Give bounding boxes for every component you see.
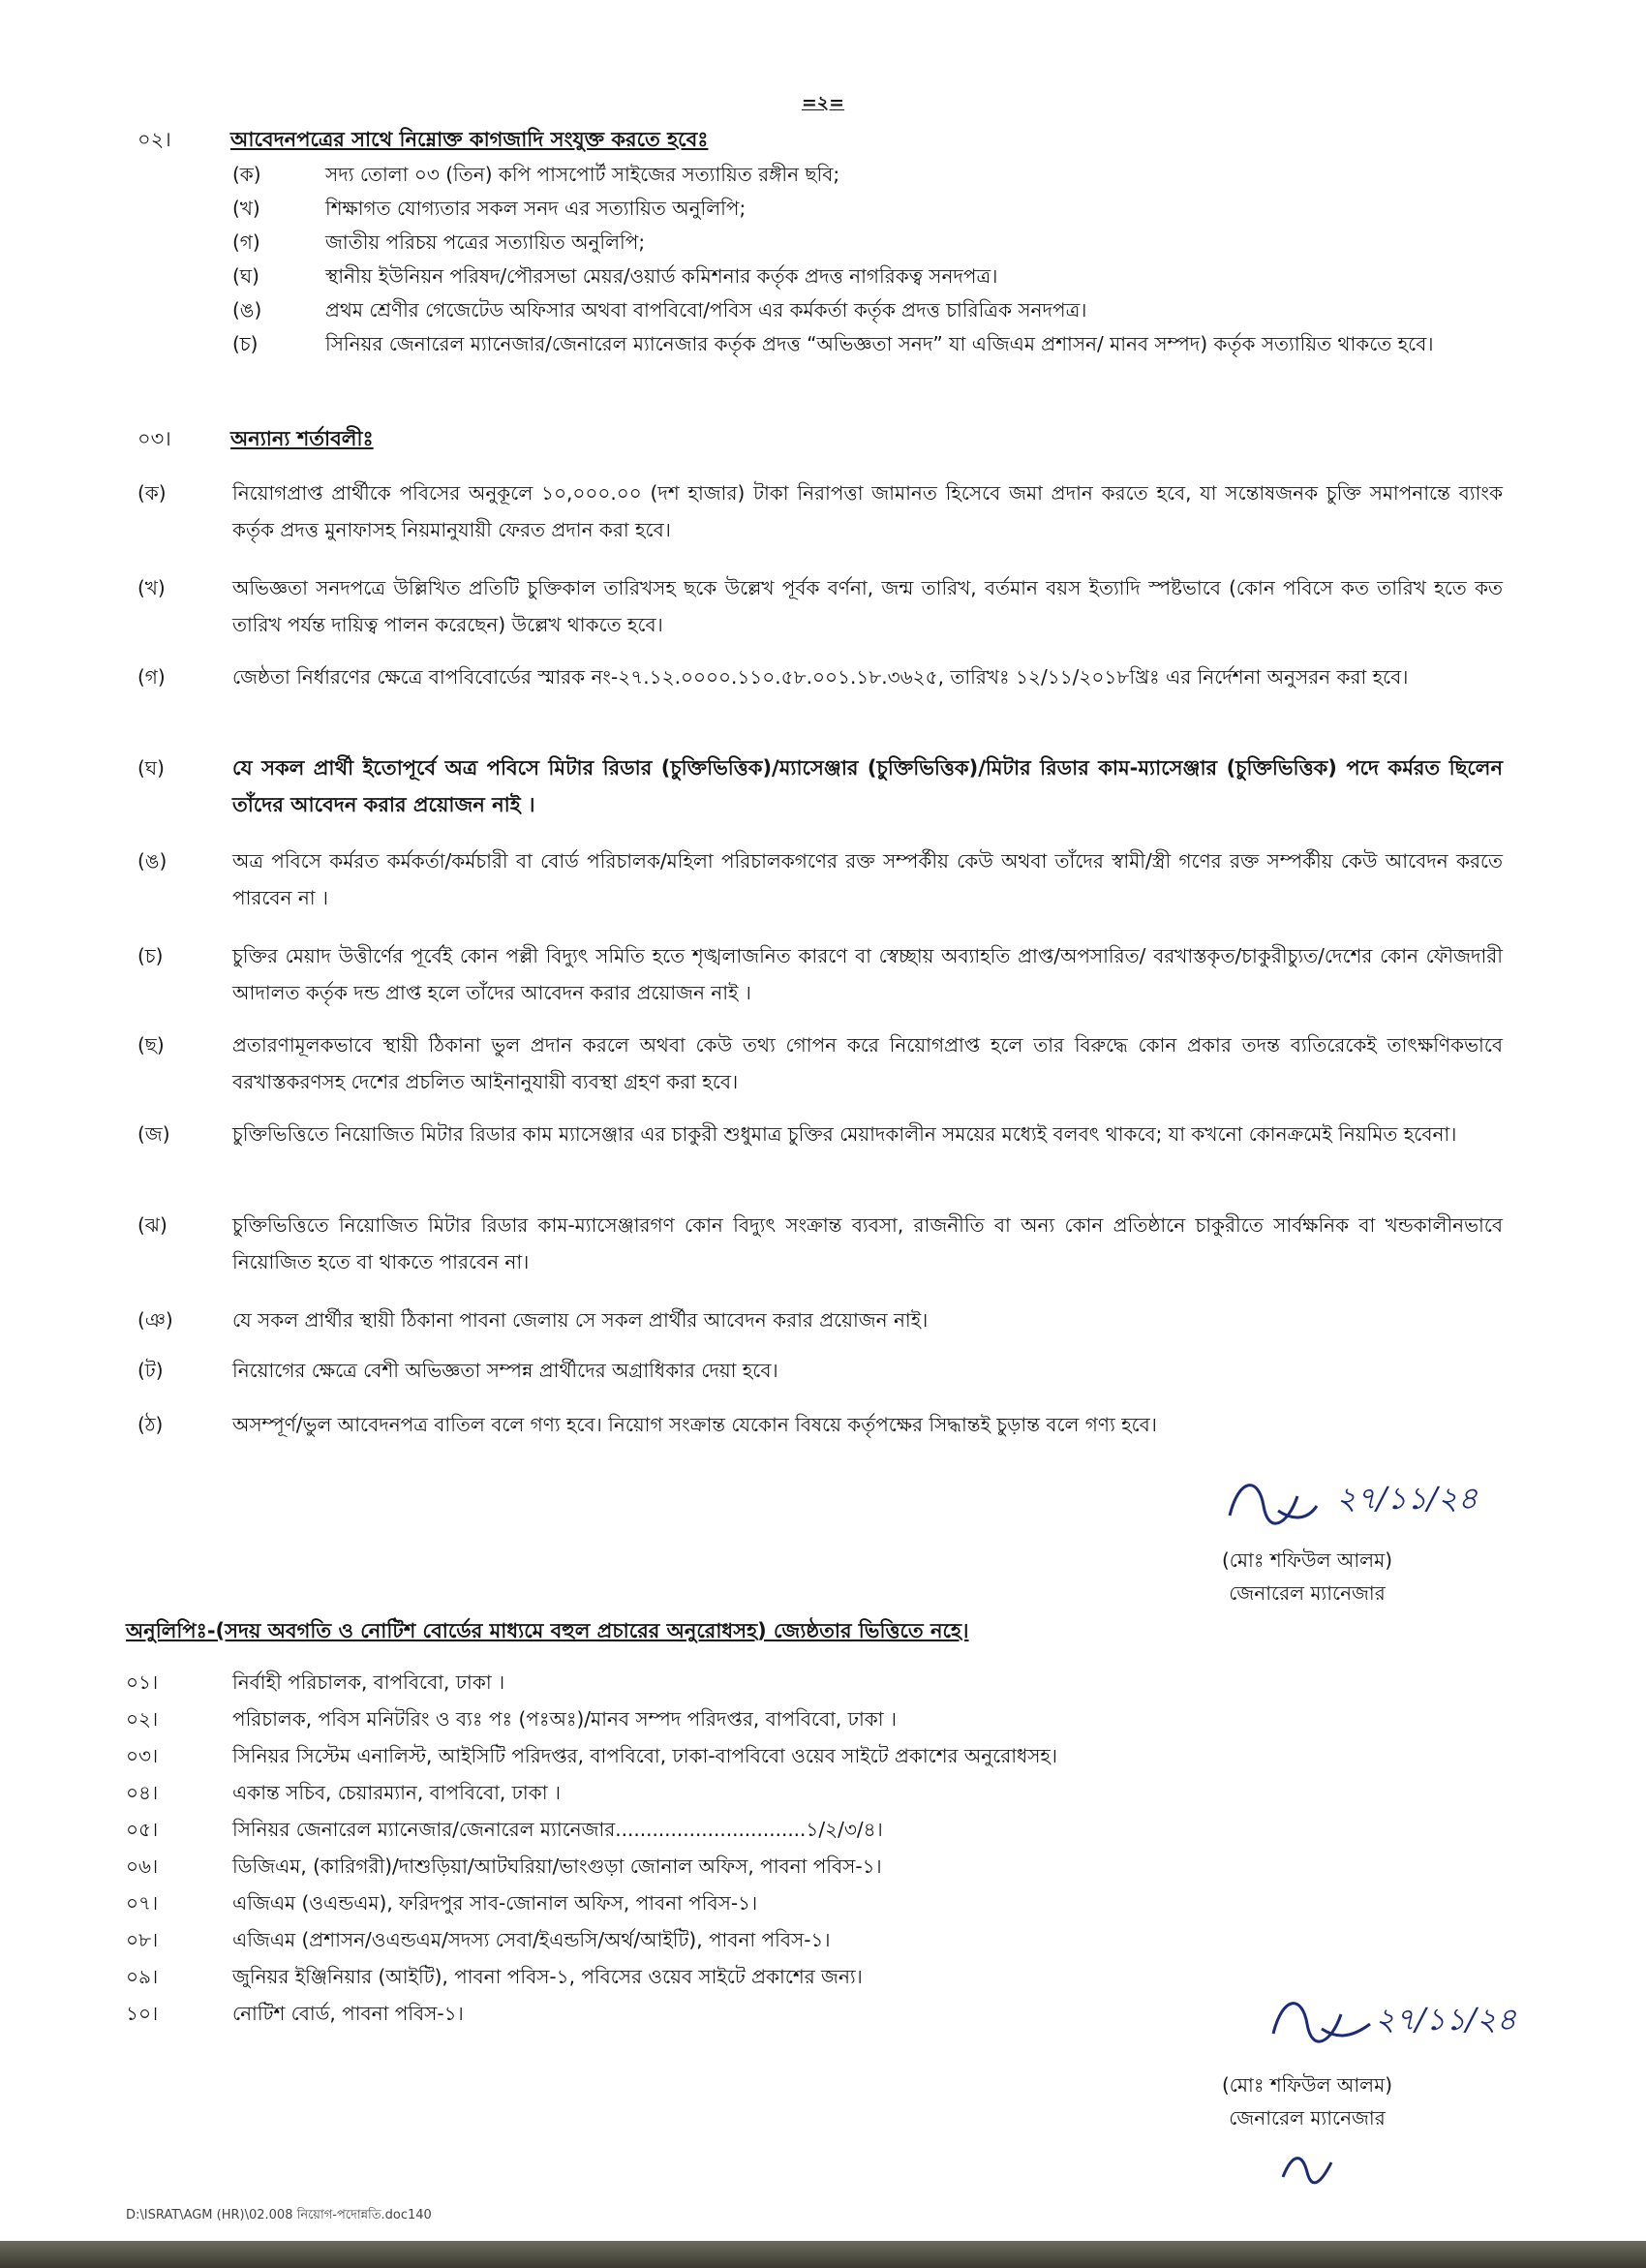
signature-block (1162, 1544, 1452, 1609)
condition-item: (ট) নিয়োগের ক্ষেত্রে বেশী অভিজ্ঞতা সম্পন্ন প্রার্থীদের অগ্রাধিকার দেয়া হবে। (137, 1359, 778, 1382)
attachments-list (232, 158, 1452, 361)
signatory-title: জেনারেল ম্যানেজার (1229, 2106, 1386, 2130)
list-item: (ক) সদ্য তোলা ০৩ (তিন) কপি পাসপোর্ট সাইজের সত্যায়িত রঙ্গীন ছবি; (232, 163, 840, 186)
condition-item: (খ) অভিজ্ঞতা সনদপত্রে উল্লিখিত প্রতিটি চুক্তিকাল তারিখসহ ছকে উল্লেখ পূর্বক বর্ণনা, জন্ম তারিখ, বর্তমান বয়স ইত্যাদি স্পষ্টভাবে (কোন পবিসে কত তারিখ হতে কত তারিখ পর্যন্ত দায়িত্ব পালন করেছেন) উল্লেখ থাকতে হবে। (137, 576, 1503, 636)
list-item: ০৫। সিনিয়র জেনারেল ম্যানেজার/জেনারেল ম্যানেজার...............................১/২/৩/৪। (126, 1817, 883, 1841)
list-item: ০৬। ডিজিএম, (কারিগরী)/দাশুড়িয়া/আটঘরিয়া/ভাংগুড়া জোনাল অফিস, পাবনা পবিস-১। (126, 1854, 882, 1878)
section-3-number: ০৩। (137, 427, 171, 450)
signature-date: ২৭/১১/২৪ (1375, 2001, 1517, 2038)
list-item: (ঘ) স্থানীয় ইউনিয়ন পরিষদ/পৌরসভা মেয়র/ওয়ার্ড কমিশনার কর্তৃক প্রদত্ত নাগরিকত্ব সনদপত্র। (232, 264, 998, 288)
list-item: ০৩। সিনিয়র সিস্টেম এনালিস্ট, আইসিটি পরিদপ্তর, বাপবিবো, ঢাকা-বাপবিবো ওয়েব সাইটে প্রকাশের অনুরোধসহ। (126, 1743, 1058, 1767)
condition-item: (ঝ) চুক্তিভিত্তিতে নিয়োজিত মিটার রিডার কাম-ম্যাসেঞ্জারগণ কোন বিদ্যুৎ সংক্রান্ত ব্যবসা, রাজনীতি বা অন্য কোন প্রতিষ্ঠানে চাকুরীতে সার্বক্ষনিক বা খন্ডকালীনভাবে নিয়োজিত হতে বা থাকতে পারবেন না। (137, 1213, 1503, 1273)
section-3-title: অন্যান্য শর্তাবলীঃ (230, 427, 374, 450)
list-item: ০৮। এজিএম (প্রশাসন/ওএন্ডএম/সদস্য সেবা/ইএন্ডসি/অর্থ/আইটি), পাবনা পবিস-১। (126, 1927, 831, 1951)
cc-list (126, 1666, 1336, 2034)
list-item: (চ) সিনিয়র জেনারেল ম্যানেজার/জেনারেল ম্যানেজার কর্তৃক প্রদত্ত “অভিজ্ঞতা সনদ” যা এজিএম প্রশাসন/ মানব সম্পদ) কর্তৃক সত্যায়িত থাকতে হবে। (232, 332, 1434, 355)
condition-item: (জ) চুক্তিভিত্তিতে নিয়োজিত মিটার রিডার কাম ম্যাসেঞ্জার এর চাকুরী শুধুমাত্র চুক্তির মেয়াদকালীন সময়ের মধ্যেই বলবৎ থাকবে; যা কখনো কোনক্রমেই নিয়মিত হবেনা। (137, 1122, 1457, 1146)
condition-item: (ঞ) যে সকল প্রার্থীর স্থায়ী ঠিকানা পাবনা জেলায় সে সকল প্রার্থীর আবেদন করার প্রয়োজন নাই। (137, 1308, 929, 1332)
page-number: =২= (801, 92, 845, 113)
list-item: ১০। নোটিশ বোর্ড, পাবনা পবিস-১। (126, 2001, 464, 2025)
list-item: ০৯। জুনিয়র ইঞ্জিনিয়ার (আইটি), পাবনা পবিস-১, পবিসের ওয়েব সাইটে প্রকাশের জন্য। (126, 1964, 863, 1988)
condition-item: (ক) নিয়োগপ্রাপ্ত প্রার্থীকে পবিসের অনুকূলে ১০,০০০.০০ (দশ হাজার) টাকা নিরাপত্তা জামানত হিসেবে জমা প্রদান করতে হবে, যা সন্তোষজনক চুক্তি সমাপনান্তে ব্যাংক কর্তৃক প্রদত্ত মুনাফাসহ নিয়মানুযায়ী ফেরত প্রদান করা হবে। (137, 481, 1503, 541)
section-2-title: আবেদনপত্রের সাথে নিম্নোক্ত কাগজাদি সংযুক্ত করতে হবেঃ (230, 128, 709, 151)
condition-item: (ঘ) যে সকল প্রার্থী ইতোপূর্বে অত্র পবিসে মিটার রিডার (চুক্তিভিত্তিক)/ম্যাসেঞ্জার (চুক্তিভিত্তিক)/মিটার রিডার কাম-ম্যাসেঞ্জার (চুক্তিভিত্তিক) পদে কর্মরত ছিলেন তাঁদের আবেদন করার প্রয়োজন নাই । (137, 756, 1503, 816)
signatory-title: জেনারেল ম্যানেজার (1229, 1581, 1386, 1605)
signature-block (1162, 2069, 1452, 2134)
condition-item: (চ) চুক্তির মেয়াদ উত্তীর্ণের পূর্বেই কোন পল্লী বিদ্যুৎ সমিতি হতে শৃঙ্খলাজনিত কারণে বা স্বেচ্ছায় অব্যাহতি প্রাপ্ত/অপসারিত/ বরখাস্তকৃত/চাকুরীচ্যুত/দেশের কোন ফৌজদারী আদালত কর্তৃক দন্ড প্রাপ্ত হলে তাঁদের আবেদন করার প্রয়োজন নাই । (137, 944, 1503, 1004)
condition-item: (ঠ) অসম্পূর্ণ/ভুল আবেদনপত্র বাতিল বলে গণ্য হবে। নিয়োগ সংক্রান্ত যেকোন বিষয়ে কর্তৃপক্ষের সিদ্ধান্তই চুড়ান্ত বলে গণ্য হবে। (137, 1413, 1157, 1436)
cc-title: অনুলিপিঃ-(সদয় অবগতি ও নোটিশ বোর্ডের মাধ্যমে বহুল প্রচারের অনুরোধসহ) জ্যেষ্ঠতার ভিত্তিতে নহে। (126, 1619, 969, 1642)
section-3-heading (137, 423, 374, 457)
initial-scrawl (1278, 2148, 1336, 2187)
signatory-name: (মোঃ শফিউল আলম) (1222, 2073, 1392, 2097)
section-2-number: ০২। (137, 128, 171, 151)
list-item: ০৪। একান্ত সচিব, চেয়ারম্যান, বাপবিবো, ঢাকা । (126, 1780, 562, 1804)
condition-item: (গ) জেষ্ঠতা নির্ধারণের ক্ষেত্রে বাপবিবোর্ডের স্মারক নং-২৭.১২.০০০০.১১০.৫৮.০০১.১৮.৩৬২৫, তারিখঃ ১২/১১/২০১৮খ্রিঃ এর নির্দেশনা অনুসরন করা হবে। (137, 665, 1409, 689)
list-item: ০২। পরিচালক, পবিস মনিটরিং ও ব্যঃ পঃ (পঃঅঃ)/মানব সম্পদ পরিদপ্তর, বাপবিবো, ঢাকা । (126, 1706, 898, 1731)
list-item: (ঙ) প্রথম শ্রেণীর গেজেটেড অফিসার অথবা বাপবিবো/পবিস এর কর্মকর্তা কর্তৃক প্রদত্ত চারিত্রিক সনদপত্র। (232, 298, 1087, 322)
section-2-heading (137, 124, 708, 158)
list-item: (গ) জাতীয় পরিচয় পত্রের সত্যায়িত অনুলিপি; (232, 230, 646, 254)
signatory-name: (মোঃ শফিউল আলম) (1222, 1548, 1392, 1572)
signature-scrawl (1264, 1985, 1380, 2053)
list-item: ০৭। এজিএম (ওএন্ডএম), ফরিদপুর সাব-জোনাল অফিস, পাবনা পবিস-১। (126, 1890, 758, 1915)
condition-item: (ছ) প্রতারণামূলকভাবে স্থায়ী ঠিকানা ভুল প্রদান করলে অথবা কেউ তথ্য গোপন করে নিয়োগপ্রাপ্ত হলে তার বিরুদ্ধে কোন প্রকার তদন্ত ব্যতিরেকেই তাৎক্ষণিকভাবে বরখাস্তকরণসহ দেশের প্রচলিত আইনানুযায়ী ব্যবস্থা গ্রহণ করা হবে। (137, 1033, 1503, 1093)
list-item: (খ) শিক্ষাগত যোগ্যতার সকল সনদ এর সত্যায়িত অনুলিপি; (232, 197, 747, 220)
scan-edge (0, 2241, 1646, 2268)
file-path-footer: D:\ISRAT\AGM (HR)\02.008 নিয়োগ-পদোন্নতি.doc140 (126, 2208, 432, 2222)
condition-item: (ঙ) অত্র পবিসে কর্মরত কর্মকর্তা/কর্মচারী বা বোর্ড পরিচালক/মহিলা পরিচালকগণের রক্ত সম্পর্কীয় কেউ অথবা তাঁদের স্বামী/স্ত্রী গণের রক্ত সম্পর্কীয় কেউ আবেদন করতে পারবেন না । (137, 849, 1503, 909)
list-item: ০১। নির্বাহী পরিচালক, বাপবিবো, ঢাকা । (126, 1670, 505, 1694)
signature-date: ২৭/১১/২৪ (1336, 1480, 1478, 1517)
